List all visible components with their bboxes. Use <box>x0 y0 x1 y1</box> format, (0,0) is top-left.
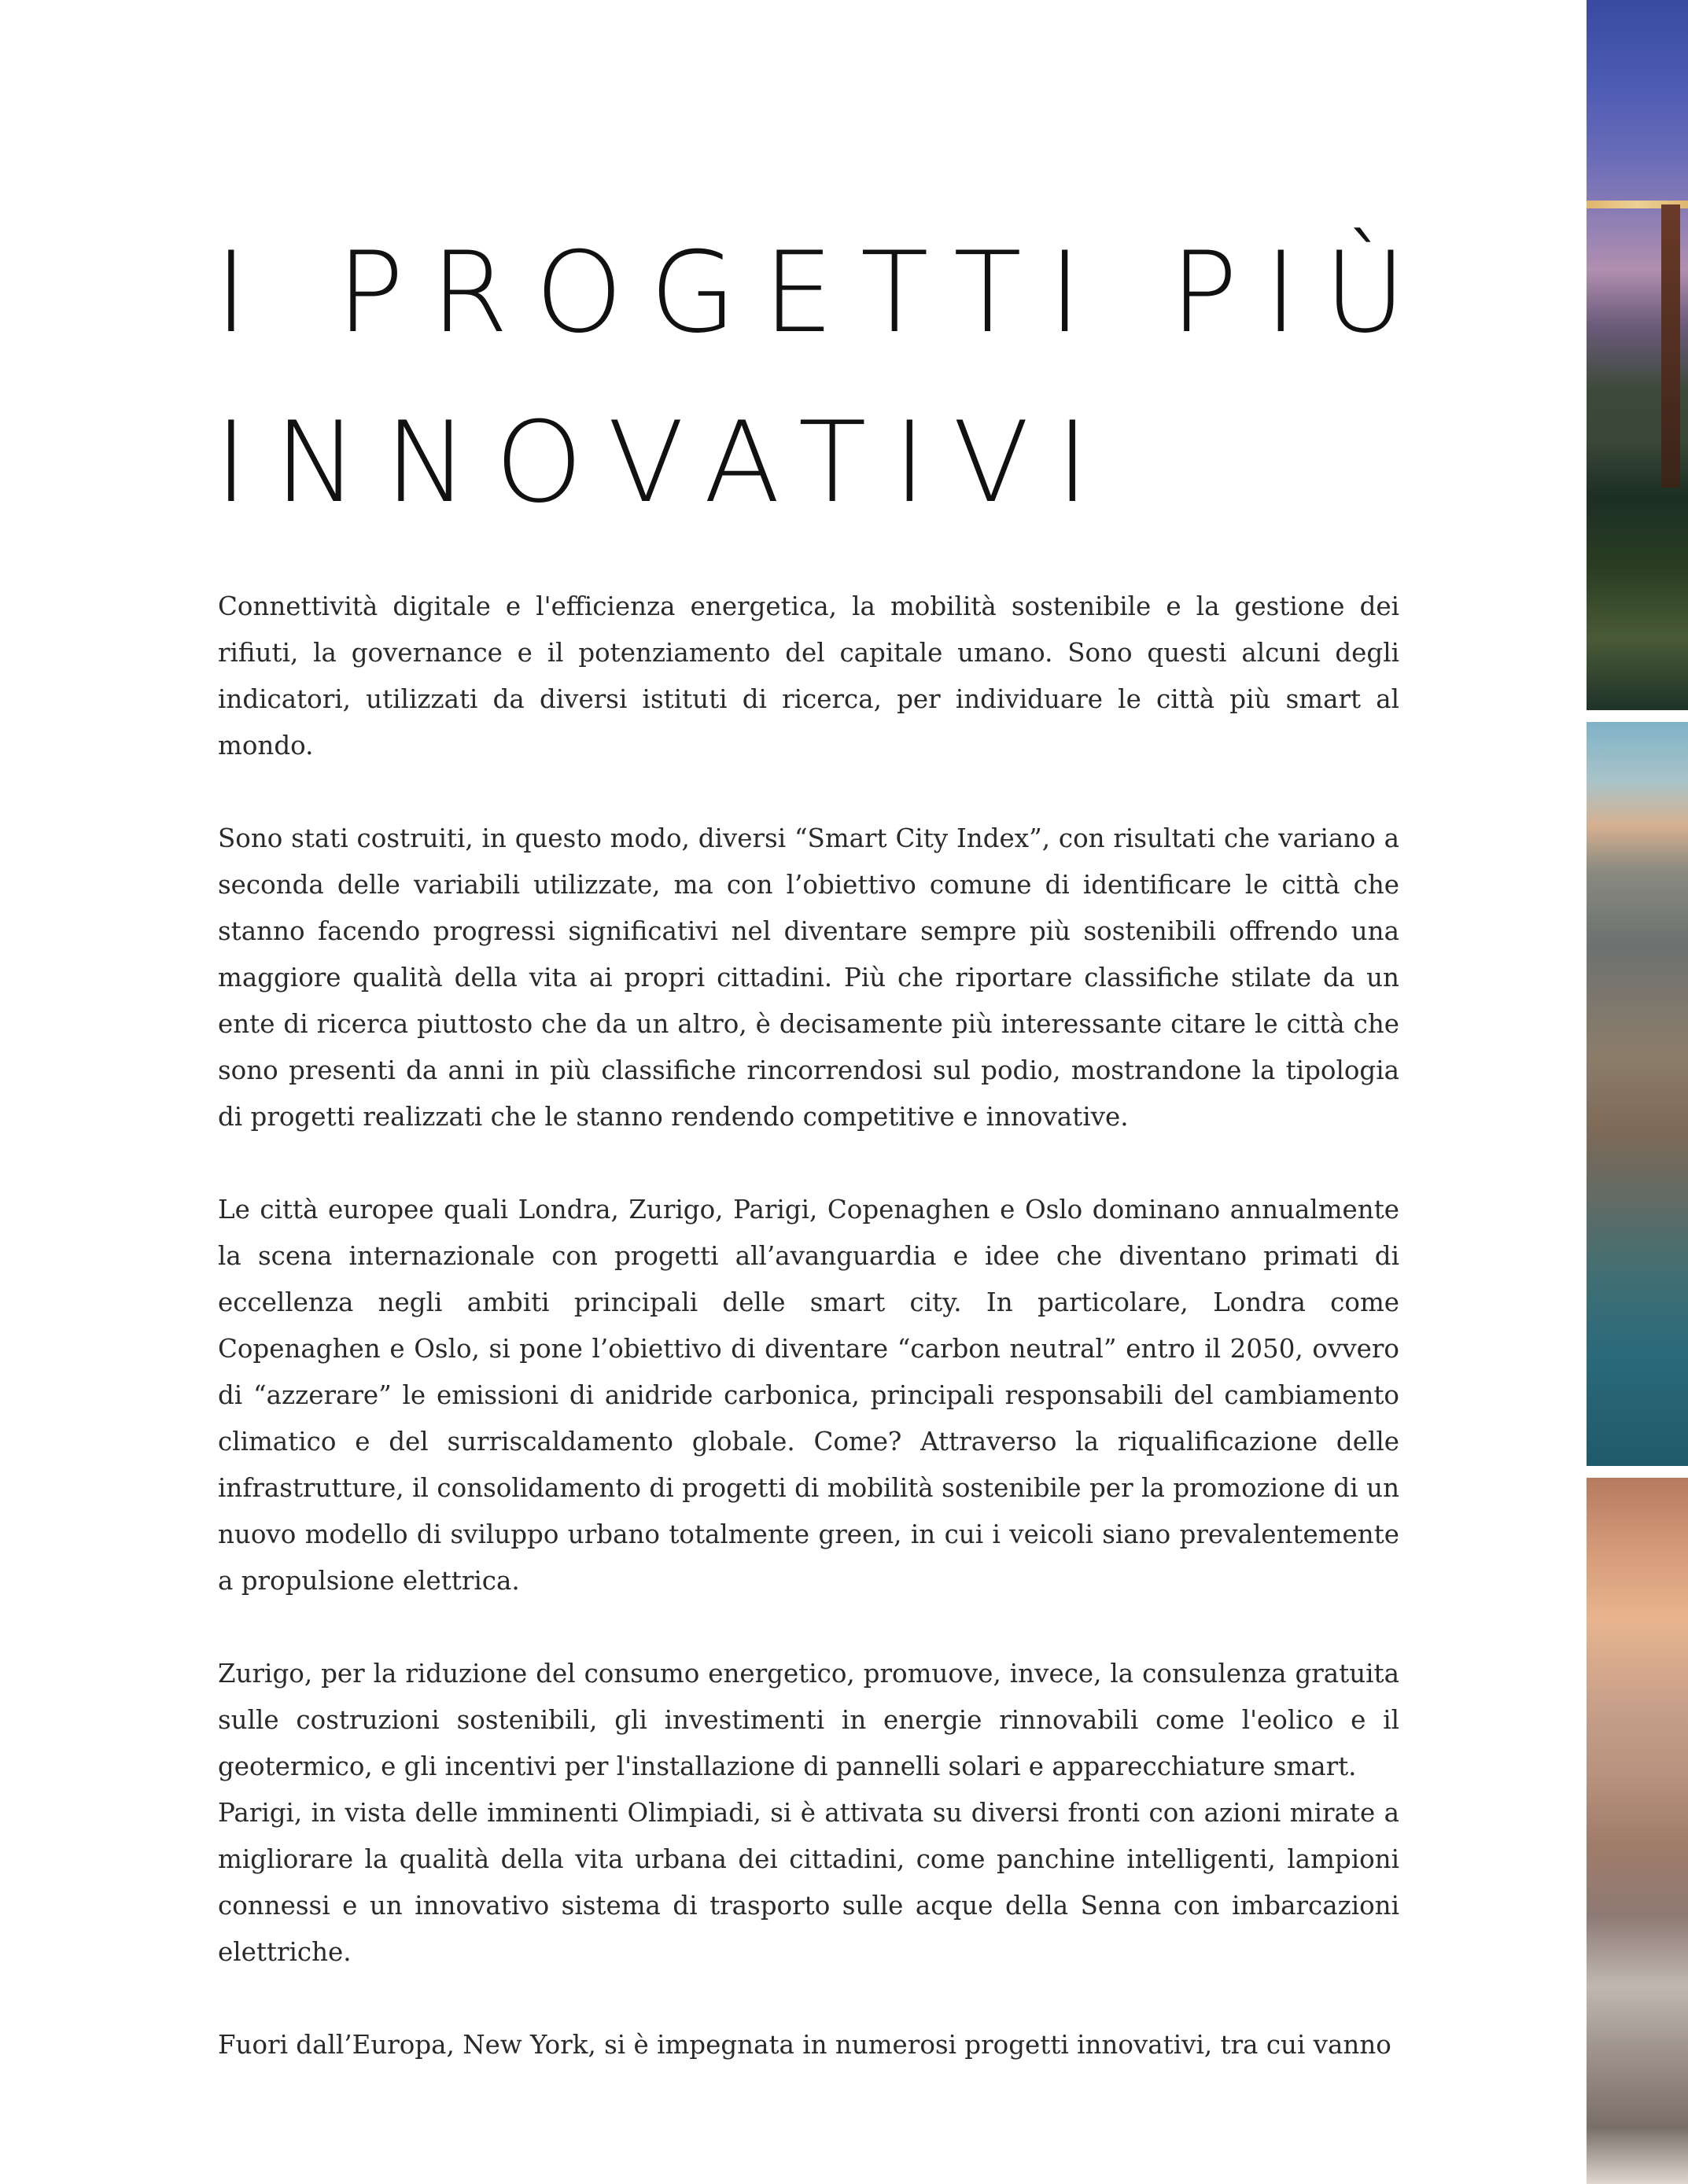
paragraph-4: Zurigo, per la riduzione del consumo energetico, promuove, invece, la consulenza gratuita sulle costruzioni sostenibili, gli investimenti in energie rinnovabili come l'eolico e il geotermico, e gli incentivi per l'installazione di pannelli solari e apparecchiature smart. <box>218 1659 1399 1781</box>
page-title <box>215 208 1442 548</box>
paragraph-5: Parigi, in vista delle imminenti Olimpiadi, si è attivata su diversi fronti con azioni mirate a migliorare la qualità della vita urbana dei cittadini, come panchine intelligenti, lampioni connessi e un innovativo sistema di trasporto sulle acque della Senna con imbarcazioni elettriche. <box>218 1798 1399 1967</box>
bridge-night-photo <box>1587 0 1688 710</box>
paragraph-1: Connettività digitale e l'efficienza energetica, la mobilità sostenibile e la gestione dei rifiuti, la governance e il potenziamento del capitale umano. Sono questi alcuni degli indicatori, utilizzati da diversi istituti di ricerca, per individuare le città più smart al mondo. <box>218 591 1399 761</box>
paragraph-2: Sono stati costruiti, in questo modo, diversi “Smart City Index”, con risultati che variano a seconda delle variabili utilizzate, ma con l’obiettivo comune di identificare le città che stanno facendo progressi significativi nel diventare sempre più sostenibili offrendo una maggiore qualità della vita ai propri cittadini. Più che riportare classifiche stilate da un ente di ricerca piuttosto che da un altro, è decisamente più interessante citare le città che sono presenti da anni in più classifiche rincorrendosi sul podio, mostrandone la tipologia di progetti realizzati che le stanno rendendo competitive e innovative. <box>218 823 1399 1132</box>
article-body <box>218 584 1399 2115</box>
paragraph-6: Fuori dall’Europa, New York, si è impegnata in numerosi progetti innovativi, tra cui vanno <box>218 2030 1391 2060</box>
london-aerial-photo <box>1587 722 1688 1466</box>
title-line-1: I PROGETTI PIÙ <box>215 228 1433 358</box>
paris-rooftops-photo <box>1587 1478 1688 2184</box>
paragraph-3: Le città europee quali Londra, Zurigo, Parigi, Copenaghen e Oslo dominano annualmente la scena internazionale con progetti all’avanguardia e idee che diventano primati di eccellenza negli ambiti principali delle smart city. In particolare, Londra come Copenaghen e Oslo, si pone l’obiettivo di diventare “carbon neutral” entro il 2050, ovvero di “azzerare” le emissioni di anidride carbonica, principali responsabili del cambiamento climatico e del surriscaldamento globale. Come? Attraverso la riqualificazione delle infrastrutture, il consolidamento di progetti di mobilità sostenibile per la promozione di un nuovo modello di sviluppo urbano totalmente green, in cui i veicoli siano prevalentemente a propulsione elettrica. <box>218 1195 1399 1596</box>
title-line-2: INNOVATIVI <box>215 398 1116 528</box>
